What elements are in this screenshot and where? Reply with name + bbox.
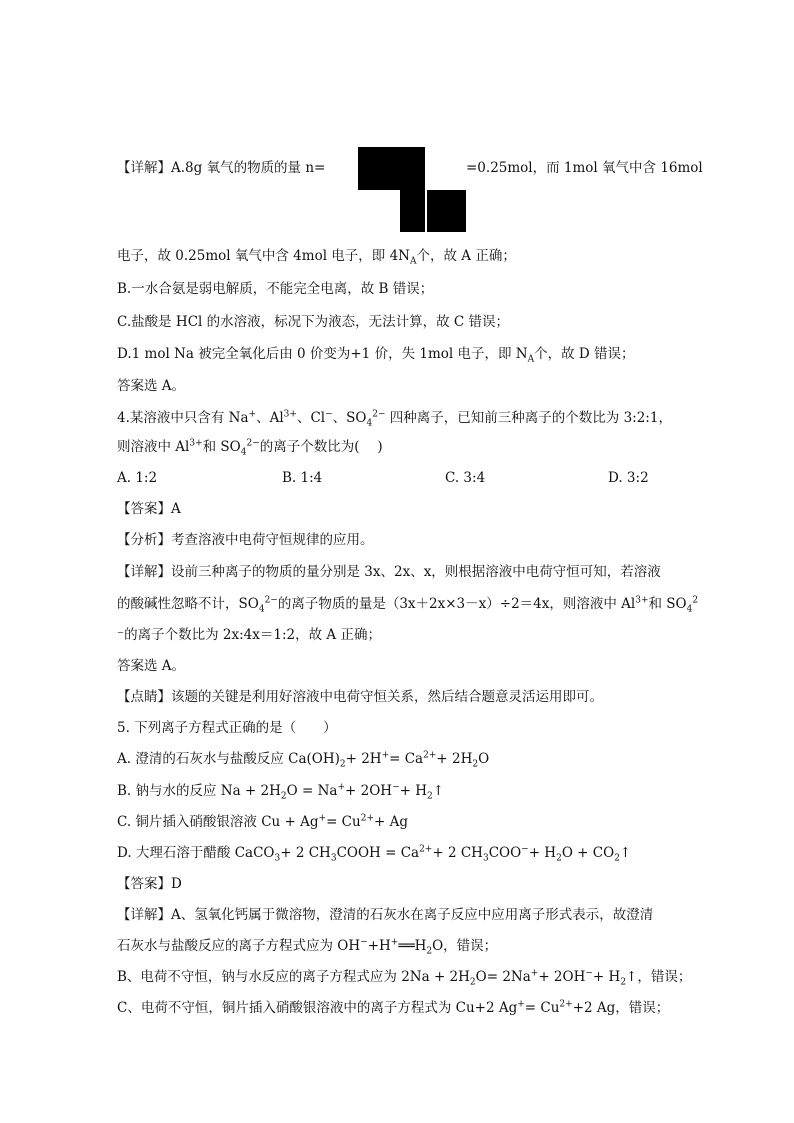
detail-a-line [117,158,325,178]
answer-choice-3: 答案选 A。 [117,378,186,394]
redacted-formula-block-2 [400,190,425,232]
q5-option-d: D. 大理石溶于醋酸 CaCO$_3$+ 2 $CH_3COOH = Ca^{2+}+ 2$ $CH_3COO^-+ H_2O$ + $CO_2↑$ [117,844,632,864]
q4-option-c: C. 3:4 [445,470,486,486]
q4-detail-3: ⁻的离子个数比为 2x:4x＝1:2，故 A 正确； [117,627,381,643]
q5-option-a: A. 澄清的石灰水与盐酸反应 $Ca(OH)_2+ 2H^+= Ca^{2+}+ 2H_2O$ [117,750,490,770]
q5-detail-1: 【详解】A、氢氧化钙属于微溶物，澄清的石灰水在离子反应中应用离子形式表示，故澄清 [117,907,654,923]
q5-answer: 【答案】D [117,876,182,892]
q4-option-a: A. 1:2 [117,470,158,486]
q4-detail-1: 【详解】设前三种离子的物质的量分别是 3x、2x、x，则根据溶液中电荷守恒可知，若溶液 [117,564,661,580]
q4-option-d: D. 3:2 [608,470,649,486]
q4-answer-choice: 答案选 A。 [117,658,186,674]
q4-answer: 【答案】A [117,501,181,517]
question-5-stem: 5. 下列离子方程式正确的是（ ） [117,720,337,736]
detail-a-line-2: 电子，故 0.25mol 氧气中含 4mol 电子，即 $4N_A$个，故 A 正确； [117,248,516,267]
redacted-formula-block-1 [358,147,425,190]
q4-option-b: B. 1:4 [282,470,323,486]
detail-b-line: B.一水合氨是弱电解质，不能完全电离，故 B 错误； [117,281,434,297]
question-4-stem-2: 则溶液中 $Al^{3+}$和 $SO_4^{2-}$的离子个数比为( ) [117,438,383,458]
q5-option-c: C. 铜片插入硝酸银溶液 $Cu + Ag^+= Cu^{2+}+ Ag$ [117,813,408,830]
detail-d-line: D.1 mol Na 被完全氧化后由 0 价变为+1 价，失 1mol 电子，即 $N_A$个，故 D 错误； [117,346,635,365]
question-4-stem: 4.某溶液中只含有 Na+、$Al^{3+}$、Cl−、$SO_4^{2-}$ 四种离子，已知前三种离子的个数比为 3:2:1， [117,409,672,429]
q5-detail-2: 石灰水与盐酸反应的离子方程式应为 $OH^-+H^+══H_2O$，错误； [117,937,498,957]
detail-a-text: 【详解】A.8g 氧气的物质的量 n= [117,160,326,176]
q5-option-b: B. 钠与水的反应 $Na + 2H_2O = Na^++ 2OH^-+$ $H_2↑$ [117,782,445,802]
q4-analysis: 【分析】考查溶液中电荷守恒规律的应用。 [117,532,374,548]
redacted-formula-block-3 [427,190,466,232]
detail-c-line: C.盐酸是 HCl 的水溶液，标况下为液态，无法计算，故 C 错误； [117,314,510,330]
q5-detail-4: C、电荷不守恒，铜片插入硝酸银溶液中的离子方程式为 Cu+2 $Ag^+= Cu^{2+}+2$ Ag，错误； [117,999,670,1016]
q5-detail-3: B、电荷不守恒，钠与水反应的离子方程式应为 $2Na + 2H_2O= 2Na^++ 2OH^-+$ $H_2↑$，错误； [117,968,692,988]
q4-detail-2: 的酸碱性忽略不计，$SO_4^{2-}$的离子物质的量是（3x＋2x×3－x）÷2＝4x，则溶液中 $Al^{3+}$和 $SO_4^2$ [117,595,699,615]
q4-tip: 【点睛】该题的关键是利用好溶液中电荷守恒关系，然后结合题意灵活运用即可。 [117,689,603,705]
detail-a-continuation: =0.25mol，而 1mol 氧气中含 16mol [466,160,703,176]
